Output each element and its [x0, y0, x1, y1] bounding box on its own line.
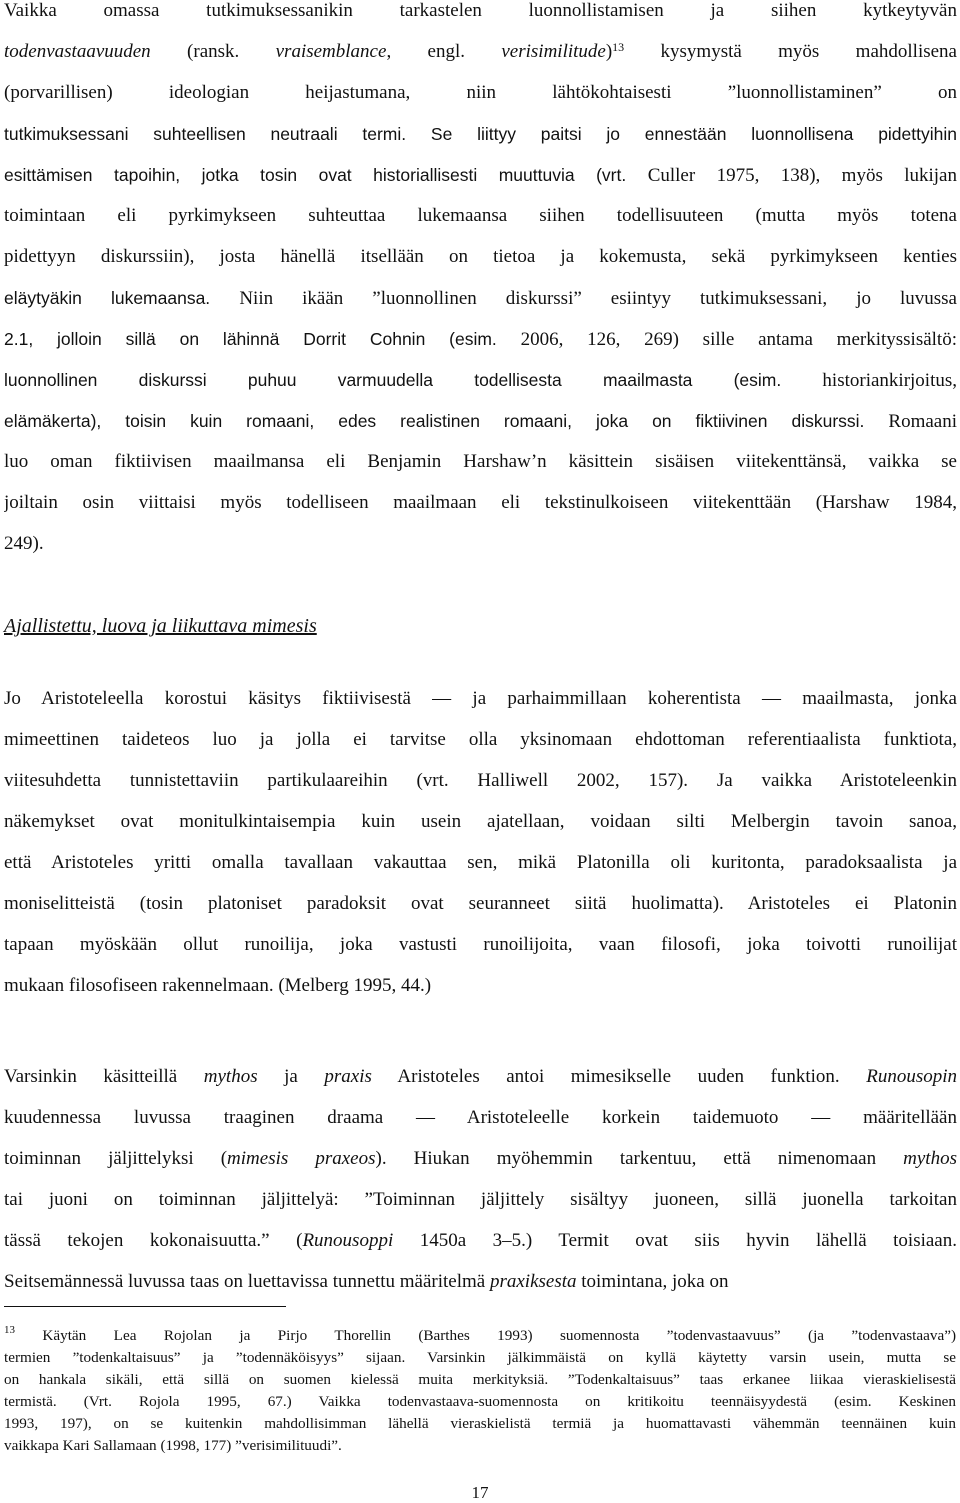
- text-run: että Aristoteles yritti omalla tavallaan vakauttaa sen, mikä Platonilla oli kuritonta, paradoksaalista ja: [4, 852, 957, 873]
- text-line: [4, 811, 957, 852]
- text-line: [4, 688, 957, 729]
- footnote-marker: 13: [612, 41, 625, 54]
- text-line: [4, 934, 957, 975]
- text-line: [4, 1326, 956, 1348]
- text-run: luo oman fiktiivisen maailmansa eli Benjamin Harshaw’n käsittein sisäisen viitekenttänsä, vaikka se: [4, 451, 957, 472]
- text-run: Romaani: [888, 411, 957, 432]
- text-run: Käytän Lea Rojolan ja Pirjo Thorellin (Barthes 1993) suomennosta ”todenvastaavuus” (ja ”todenvastaava”): [15, 1327, 956, 1344]
- italic-text: vraisemblance: [275, 41, 387, 62]
- footnote-separator: [4, 1306, 286, 1307]
- text-line: [4, 123, 957, 164]
- italic-text: mythos: [203, 1066, 258, 1087]
- text-run: toimintaan eli pyrkimykseen suhteuttaa lukemaansa siihen todellisuuteen (mutta myös totena: [4, 205, 957, 226]
- text-line: [4, 1348, 956, 1370]
- text-run: , engl.: [386, 41, 502, 62]
- text-run: Seitsemännessä luvussa taas on luettavissa tunnettu määritelmä: [4, 1271, 490, 1292]
- text-line: [4, 410, 957, 451]
- text-run: Se liittyy paitsi jo ennestään luonnollisena pidettyihin: [430, 124, 957, 144]
- text-run: pidettyyn diskurssiin), josta hänellä itsellään on tietoa ja kokemusta, sekä pyrkimykseen kenties: [4, 246, 957, 267]
- text-line: [4, 770, 957, 811]
- italic-text: mimesis praxeos: [227, 1148, 376, 1169]
- text-run: kysymystä myös mahdollisena: [624, 41, 957, 62]
- text-line: [4, 1230, 957, 1271]
- text-line: [4, 0, 957, 41]
- text-line: [4, 1436, 956, 1458]
- paragraph-2: [4, 688, 957, 1016]
- text-line: [4, 1414, 956, 1436]
- text-line: [4, 975, 957, 1016]
- text-run: Vaikka omassa tutkimuksessanikin tarkastelen luonnollistamisen ja siihen kytkeytyvän: [4, 0, 957, 21]
- page-number: 17: [471, 1483, 489, 1502]
- text-run: toiminnan jäljittelyksi (: [4, 1148, 228, 1169]
- text-run: tapaan myöskään ollut runoilija, joka vastusti runoilijoita, vaan filosofi, joka toivotti runoilijat: [4, 934, 957, 955]
- text-run: (ransk.: [150, 41, 276, 62]
- text-run: ). Hiukan myöhemmin tarkentuu, että nimenomaan: [375, 1148, 904, 1169]
- text-line: [4, 164, 957, 205]
- text-line: [4, 492, 957, 533]
- text-line: [4, 1392, 956, 1414]
- footnote-13: [4, 1326, 956, 1458]
- text-run: joiltain osin viittaisi myös todelliseen maailmaan eli tekstinulkoiseen viitekenttään (Harshaw 1984,: [4, 492, 957, 513]
- text-line: [4, 41, 957, 82]
- italic-text: mythos: [903, 1148, 957, 1169]
- footnote-marker: 13: [4, 1326, 15, 1336]
- text-run: Niin ikään ”luonnollinen diskurssi” esiintyy tutkimuksessani, jo luvussa: [239, 288, 957, 309]
- text-run: kuudennessa luvussa traaginen draama — Aristoteleelle korkein taidemuoto — määritellään: [4, 1107, 957, 1128]
- text-run: 1993, 197), on se kuitenkin mahdollisimman lähellä vieraskielistä termiä ja huomattavasti vähemmän teennäinen kuin: [4, 1415, 956, 1432]
- text-run: tutkimuksessani suhteellisen neutraali termi.: [4, 124, 431, 144]
- text-run: (porvarillisen) ideologian heijastumana, niin lähtökohtaisesti ”luonnollistaminen” on: [4, 82, 957, 103]
- text-line: [4, 1066, 957, 1107]
- text-run: mukaan filosofiseen rakennelmaan. (Melberg 1995, 44.): [4, 975, 432, 996]
- text-line: [4, 246, 957, 287]
- text-line: [4, 205, 957, 246]
- text-run: ja: [257, 1066, 325, 1087]
- text-run: historiankirjoitus,: [822, 370, 957, 391]
- paragraph-3: [4, 1066, 957, 1312]
- text-run: Jo Aristoteleella korostui käsitys fiktiivisestä — ja parhaimmillaan koherentista — maailmasta, jonka: [4, 688, 957, 709]
- text-line: [4, 533, 957, 574]
- text-line: [4, 287, 957, 328]
- italic-text: todenvastaavuuden: [4, 41, 151, 62]
- paragraph-1: [4, 0, 957, 574]
- italic-text: Runousoppi: [302, 1230, 394, 1251]
- text-run: 249).: [4, 533, 44, 554]
- text-run: elämäkerta), toisin kuin romaani, edes realistinen romaani, joka on fiktiivinen diskurssi.: [4, 411, 889, 431]
- italic-text: Runousopin: [866, 1066, 957, 1087]
- text-run: on hankala sikäli, että sillä on suomen kielessä muita merkityksiä. ”Todenkaltaisuus” taas erkanee liikaa vieraskielisestä: [4, 1371, 956, 1388]
- text-run: Aristoteles antoi mimesikselle uuden funktion.: [371, 1066, 867, 1087]
- text-run: 1450a 3–5.) Termit ovat siis hyvin lähellä toisiaan.: [393, 1230, 957, 1251]
- text-run: tai juoni on toiminnan jäljittelyä: ”Toiminnan jäljittely sisältyy juoneen, sillä juonella tarkoitan: [4, 1189, 957, 1210]
- text-line: [4, 893, 957, 934]
- text-run: toimintana, joka on: [576, 1271, 729, 1292]
- text-line: [4, 1189, 957, 1230]
- text-run: ): [605, 41, 613, 62]
- text-run: tässä tekojen kokonaisuutta.” (: [4, 1230, 303, 1251]
- text-line: [4, 729, 957, 770]
- text-run: termistä. (Vrt. Rojola 1995, 67.) Vaikka todenvastaava-suomennosta on kritikoitu teennäisyydestä (esim. Keskinen: [4, 1393, 956, 1410]
- text-run: termien ”todenkaltaisuus” ja ”todennäköisyys” sijaan. Varsinkin jälkimmäistä on kyllä käytetty varsin usein, mutta se: [4, 1349, 956, 1366]
- italic-text: praxis: [324, 1066, 372, 1087]
- text-line: [4, 451, 957, 492]
- text-run: vaikkapa Kari Sallamaan (1998, 177) ”verisimilituudi”.: [4, 1437, 342, 1454]
- text-line: [4, 328, 957, 369]
- text-line: [4, 1148, 957, 1189]
- text-line: [4, 82, 957, 123]
- text-run: näkemykset ovat monitulkintaisempia kuin usein ajatellaan, voidaan silti Melbergin tavoin sanoa,: [4, 811, 957, 832]
- text-line: [4, 1370, 956, 1392]
- text-run: luonnollinen diskurssi puhuu varmuudella todellisesta maailmasta (esim.: [4, 370, 823, 390]
- text-run: 2.1, jolloin sillä on lähinnä Dorrit Cohnin (esim.: [4, 329, 521, 349]
- text-run: eläytyäkin lukemaansa.: [4, 288, 240, 308]
- text-run: esittämisen tapoihin, jotka tosin ovat historiallisesti muuttuvia (vrt.: [4, 165, 648, 185]
- italic-text: verisimilitude: [501, 41, 606, 62]
- section-heading: Ajallistettu, luova ja liikuttava mimesis: [4, 615, 317, 637]
- text-run: 2006, 126, 269) sille antama merkityssisältö:: [520, 329, 957, 350]
- text-line: [4, 369, 957, 410]
- text-line: [4, 1107, 957, 1148]
- text-run: viitesuhdetta tunnistettaviin partikulaareihin (vrt. Halliwell 2002, 157). Ja vaikka Aristoteleenkin: [4, 770, 957, 791]
- italic-text: praxiksesta: [489, 1271, 577, 1292]
- text-run: Varsinkin käsitteillä: [4, 1066, 204, 1087]
- text-line: [4, 852, 957, 893]
- text-run: mimeettinen taideteos luo ja jolla ei tarvitse olla yksinomaan ehdottoman referentiaalista funktiota,: [4, 729, 957, 750]
- text-run: Culler 1975, 138), myös lukijan: [647, 165, 957, 186]
- text-run: moniselitteistä (tosin platoniset paradoksit ovat seuranneet siitä huolimatta). Aristoteles ei Platonin: [4, 893, 957, 914]
